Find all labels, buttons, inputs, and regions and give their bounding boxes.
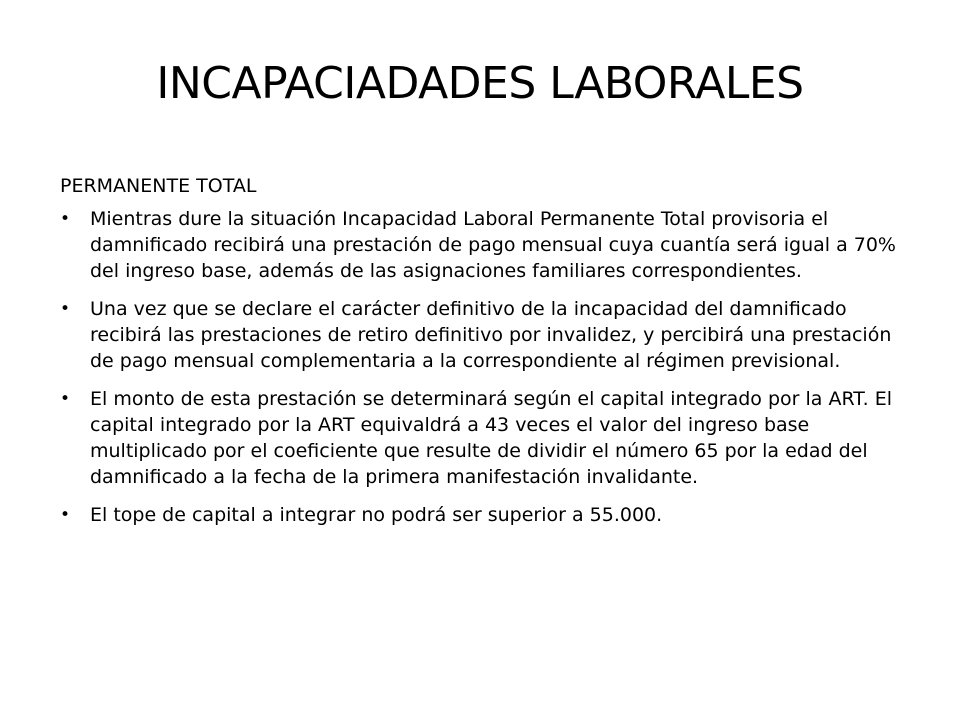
section-subheading: PERMANENTE TOTAL	[60, 175, 257, 197]
bullet-text: Mientras dure la situación Incapacidad Laboral Permanente Total provisoria el damnificado recibirá una prestación de pago mensual cuya cuantía será igual a 70% del ingreso base, además de las asignaciones familiares correspondientes.	[90, 208, 896, 282]
slide-body	[60, 172, 900, 540]
bullet-text: Una vez que se declare el carácter definitivo de la incapacidad del damnificado recibirá las prestaciones de retiro definitivo por invalidez, y percibirá una prestación de pago mensual complementaria a la correspondiente al régimen previsional.	[90, 298, 892, 372]
bullet-dot-icon: •	[60, 505, 71, 525]
slide-title: INCAPACIADADES LABORALES	[156, 58, 804, 109]
bullet-text: El monto de esta prestación se determinará según el capital integrado por la ART. El capital integrado por la ART equivaldrá a 43 veces el valor del ingreso base multiplicado por el coeficiente que resulte de dividir el número 65 por la edad del damnificado a la fecha de la primera manifestación invalidante.	[90, 388, 892, 488]
bullet-list	[60, 206, 900, 528]
bullet-dot-icon: •	[60, 209, 71, 229]
bullet-dot-icon: •	[60, 299, 71, 319]
bullet-item	[60, 296, 900, 374]
bullet-item	[60, 502, 900, 528]
bullet-item	[60, 386, 900, 490]
bullet-dot-icon: •	[60, 389, 71, 409]
bullet-item	[60, 206, 900, 284]
bullet-text: El tope de capital a integrar no podrá ser superior a 55.000.	[90, 504, 663, 526]
